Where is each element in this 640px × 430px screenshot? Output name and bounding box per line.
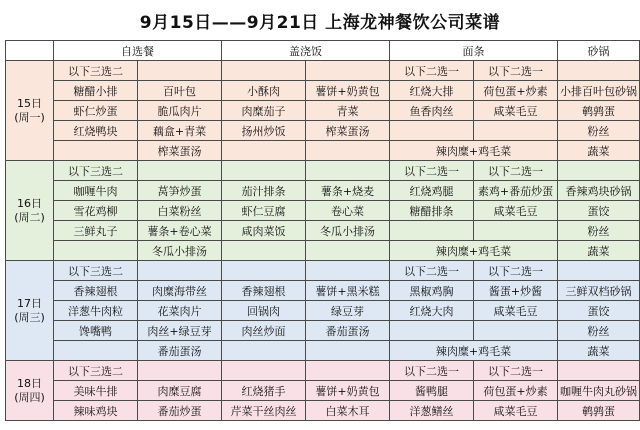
- dish-cell: 咸菜毛豆: [474, 101, 558, 121]
- dish-cell: 辣肉糜+鸡毛菜: [390, 141, 558, 161]
- menu-row: [6, 381, 640, 401]
- dish-cell: 白菜木耳: [306, 401, 390, 421]
- dish-cell: 番茄蛋汤: [138, 341, 222, 361]
- dish-cell: 糖醋排条: [390, 201, 474, 221]
- dish-cell: 酱蛋+炒酱: [474, 281, 558, 301]
- dish-cell: 芹菜干丝肉丝: [222, 401, 306, 421]
- dish-cell: [306, 141, 390, 161]
- selection-rule: 以下三选二: [54, 261, 138, 281]
- dish-cell: 花菜肉片: [138, 301, 222, 321]
- dish-cell: 薯条+烧麦: [306, 181, 390, 201]
- menu-row: [6, 301, 640, 321]
- dish-cell: [306, 341, 390, 361]
- selection-rule: 以下三选二: [54, 361, 138, 381]
- menu-row: [6, 141, 640, 161]
- dish-cell: 红烧猪手: [222, 381, 306, 401]
- dish-cell: 番茄炒蛋: [138, 401, 222, 421]
- dish-cell: 粉丝: [558, 321, 640, 341]
- dish-cell: [222, 241, 306, 261]
- selection-rule: [306, 161, 390, 181]
- dish-cell: 咸菜毛豆: [474, 301, 558, 321]
- selection-rule: [222, 61, 306, 81]
- dish-cell: 青菜: [306, 101, 390, 121]
- dish-cell: 酱鸭腿: [390, 381, 474, 401]
- dish-cell: 榨菜蛋汤: [138, 141, 222, 161]
- day-cell: [6, 161, 54, 261]
- dish-cell: 肉丝+绿豆芽: [138, 321, 222, 341]
- dish-cell: [390, 221, 474, 241]
- day-cell: [6, 61, 54, 161]
- dish-cell: 小酥肉: [222, 81, 306, 101]
- dish-cell: [54, 241, 138, 261]
- dish-cell: 咖喱牛肉丸砂锅: [558, 381, 640, 401]
- dish-cell: 粉丝: [558, 221, 640, 241]
- dish-cell: 绿豆芽: [306, 301, 390, 321]
- dish-cell: 荷包蛋+炒素: [474, 381, 558, 401]
- dish-cell: [222, 341, 306, 361]
- selection-rule: [306, 61, 390, 81]
- selection-rule: 以下二选一: [390, 361, 474, 381]
- selection-rule: [138, 161, 222, 181]
- dish-cell: 蛋饺: [558, 301, 640, 321]
- selection-rule: 以下二选一: [390, 61, 474, 81]
- dish-cell: 莴笋炒蛋: [138, 181, 222, 201]
- dish-cell: 茄汁排条: [222, 181, 306, 201]
- dish-cell: 肉糜茄子: [222, 101, 306, 121]
- selection-rule: [222, 261, 306, 281]
- dish-cell: 香辣翅根: [54, 281, 138, 301]
- dish-cell: [474, 321, 558, 341]
- selection-rule: [558, 261, 640, 281]
- menu-row: [6, 61, 640, 81]
- dish-cell: 扬州炒饭: [222, 121, 306, 141]
- selection-rule: [138, 361, 222, 381]
- dish-cell: 回锅肉: [222, 301, 306, 321]
- menu-row: [6, 321, 640, 341]
- dish-cell: 粉丝: [558, 121, 640, 141]
- menu-row: [6, 121, 640, 141]
- menu-row: [6, 101, 640, 121]
- selection-rule: 以下二选一: [474, 61, 558, 81]
- dish-cell: 辣肉糜+鸡毛菜: [390, 341, 558, 361]
- dish-cell: [390, 321, 474, 341]
- dish-cell: [54, 141, 138, 161]
- day-date: 18日: [17, 376, 42, 390]
- dish-cell: 百叶包: [138, 81, 222, 101]
- selection-rule: 以下二选一: [390, 261, 474, 281]
- selection-rule: [558, 161, 640, 181]
- dish-cell: 咸菜毛豆: [474, 201, 558, 221]
- dish-cell: [54, 341, 138, 361]
- day-date: 16日: [17, 196, 42, 210]
- dish-cell: 素鸡+番茄炒蛋: [474, 181, 558, 201]
- dish-cell: 番茄蛋汤: [306, 321, 390, 341]
- dish-cell: 脆瓜肉片: [138, 101, 222, 121]
- header-shaguo: 砂锅: [558, 41, 640, 61]
- dish-cell: 鹌鹑蛋: [558, 401, 640, 421]
- dish-cell: 鱼香肉丝: [390, 101, 474, 121]
- day-date: 17日: [17, 296, 42, 310]
- dish-cell: 薯条+卷心菜: [138, 221, 222, 241]
- dish-cell: 鹌鹑蛋: [558, 101, 640, 121]
- header-row: [6, 41, 640, 61]
- menu-row: [6, 361, 640, 381]
- dish-cell: [474, 121, 558, 141]
- dish-cell: [390, 121, 474, 141]
- dish-cell: 美味牛排: [54, 381, 138, 401]
- dish-cell: 咖喱牛肉: [54, 181, 138, 201]
- dish-cell: 洋葱牛肉粒: [54, 301, 138, 321]
- dish-cell: 馋嘴鸭: [54, 321, 138, 341]
- menu-body: [6, 61, 640, 421]
- day-date: 15日: [17, 96, 42, 110]
- dish-cell: 糖醋小排: [54, 81, 138, 101]
- selection-rule: 以下三选二: [54, 61, 138, 81]
- dish-cell: 肉丝炒面: [222, 321, 306, 341]
- header-zixuan: 自选餐: [54, 41, 222, 61]
- selection-rule: [558, 361, 640, 381]
- selection-rule: 以下三选二: [54, 161, 138, 181]
- header-miantiao: 面条: [390, 41, 558, 61]
- menu-row: [6, 161, 640, 181]
- dish-cell: [474, 221, 558, 241]
- dish-cell: 红烧大排: [390, 81, 474, 101]
- dish-cell: 肉糜豆腐: [138, 381, 222, 401]
- dish-cell: 薯饼+奶黄包: [306, 81, 390, 101]
- dish-cell: 薯饼+黑米糕: [306, 281, 390, 301]
- dish-cell: 辣味鸡块: [54, 401, 138, 421]
- dish-cell: 藕盒+青菜: [138, 121, 222, 141]
- day-weekday: (周四): [14, 390, 45, 404]
- menu-row: [6, 81, 640, 101]
- dish-cell: 三鲜丸子: [54, 221, 138, 241]
- selection-rule: 以下二选一: [474, 161, 558, 181]
- dish-cell: [306, 241, 390, 261]
- dish-cell: 香辣鸡块砂锅: [558, 181, 640, 201]
- menu-row: [6, 181, 640, 201]
- dish-cell: [222, 141, 306, 161]
- selection-rule: [558, 61, 640, 81]
- menu-row: [6, 341, 640, 361]
- dish-cell: 蔬菜: [558, 141, 640, 161]
- header-blank: [6, 41, 54, 61]
- selection-rule: [138, 261, 222, 281]
- menu-table: [5, 40, 640, 421]
- dish-cell: 卷心菜: [306, 201, 390, 221]
- dish-cell: 蛋饺: [558, 201, 640, 221]
- menu-row: [6, 401, 640, 421]
- day-cell: [6, 361, 54, 421]
- dish-cell: 红烧大肉: [390, 301, 474, 321]
- menu-row: [6, 221, 640, 241]
- dish-cell: 三鲜双档砂锅: [558, 281, 640, 301]
- day-cell: [6, 261, 54, 361]
- dish-cell: 雪花鸡柳: [54, 201, 138, 221]
- dish-cell: 红烧鸡腿: [390, 181, 474, 201]
- dish-cell: 红烧鸭块: [54, 121, 138, 141]
- day-weekday: (周二): [14, 210, 45, 224]
- dish-cell: 榨菜蛋汤: [306, 121, 390, 141]
- selection-rule: 以下二选一: [390, 161, 474, 181]
- day-weekday: (周三): [14, 310, 45, 324]
- selection-rule: [222, 161, 306, 181]
- dish-cell: 咸菜毛豆: [474, 401, 558, 421]
- menu-title: 9月15日——9月21日 上海龙神餐饮公司菜谱: [139, 12, 501, 33]
- header-gaijiao: 盖浇饭: [222, 41, 390, 61]
- day-weekday: (周一): [14, 110, 45, 124]
- selection-rule: [306, 361, 390, 381]
- selection-rule: 以下二选一: [474, 261, 558, 281]
- dish-cell: 白菜粉丝: [138, 201, 222, 221]
- dish-cell: 辣肉糜+鸡毛菜: [390, 241, 558, 261]
- dish-cell: 黑椒鸡胸: [390, 281, 474, 301]
- dish-cell: 洋葱鳝丝: [390, 401, 474, 421]
- dish-cell: 虾仁豆腐: [222, 201, 306, 221]
- selection-rule: 以下二选一: [474, 361, 558, 381]
- dish-cell: 冬瓜小排汤: [138, 241, 222, 261]
- menu-row: [6, 261, 640, 281]
- selection-rule: [306, 261, 390, 281]
- selection-rule: [138, 61, 222, 81]
- dish-cell: 荷包蛋+炒素: [474, 81, 558, 101]
- dish-cell: 咸肉菜饭: [222, 221, 306, 241]
- dish-cell: 蔬菜: [558, 241, 640, 261]
- dish-cell: 香辣翅根: [222, 281, 306, 301]
- dish-cell: 薯饼+奶黄包: [306, 381, 390, 401]
- selection-rule: [222, 361, 306, 381]
- menu-row: [6, 201, 640, 221]
- menu-row: [6, 241, 640, 261]
- dish-cell: 虾仁炒蛋: [54, 101, 138, 121]
- dish-cell: 小排百叶包砂锅: [558, 81, 640, 101]
- dish-cell: 冬瓜小排汤: [306, 221, 390, 241]
- menu-row: [6, 281, 640, 301]
- dish-cell: 蔬菜: [558, 341, 640, 361]
- dish-cell: 肉糜海带丝: [138, 281, 222, 301]
